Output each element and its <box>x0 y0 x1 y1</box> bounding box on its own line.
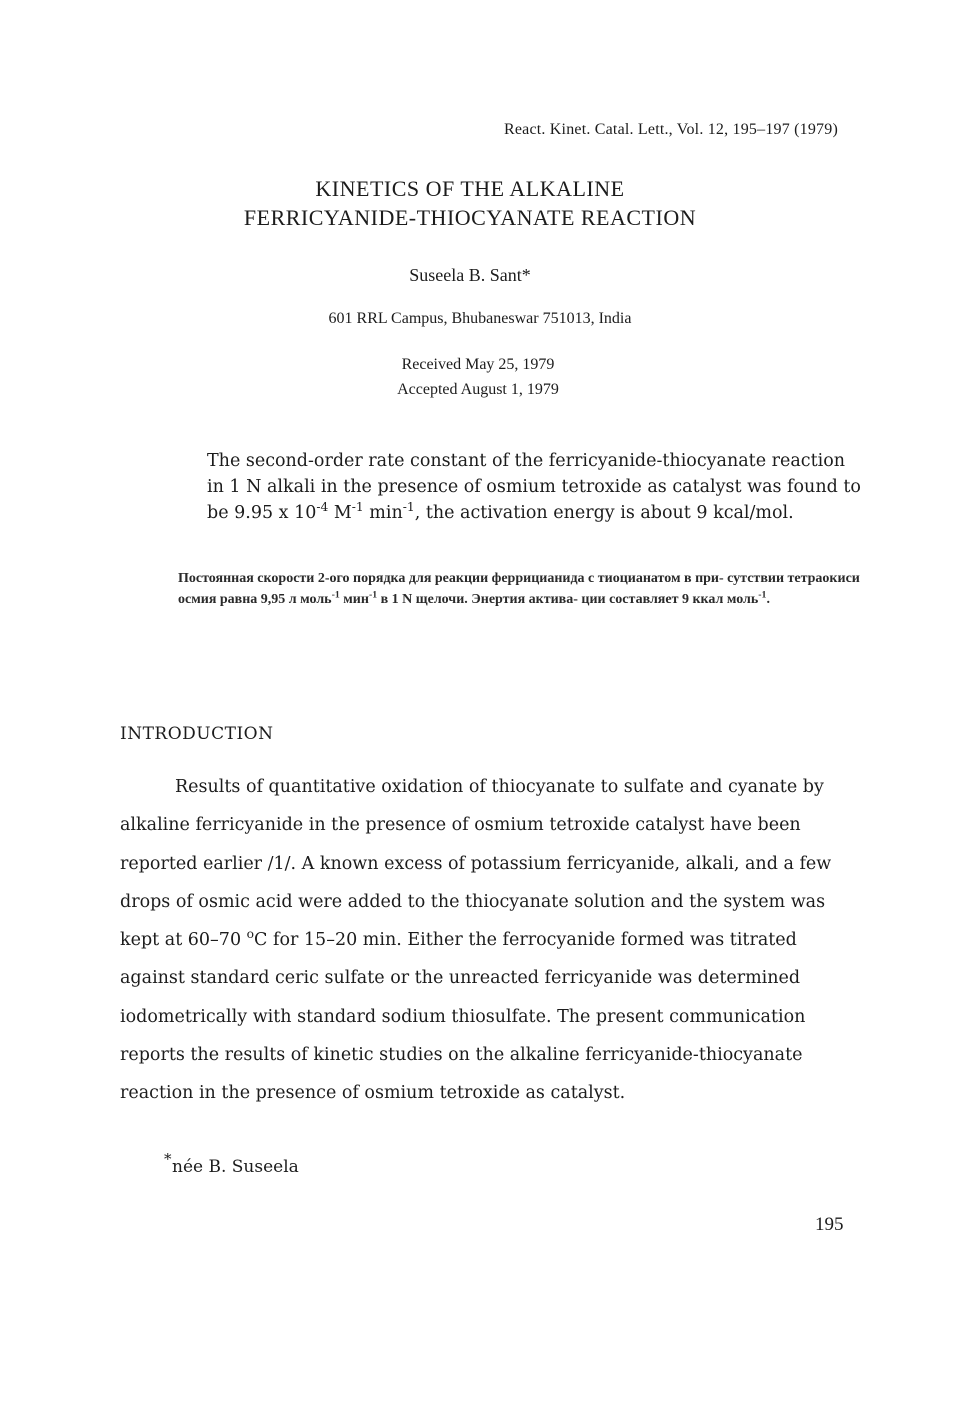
abstract-en-text-3: min <box>363 503 403 523</box>
received-date: Received May 25, 1979 <box>401 356 555 373</box>
abstract-en-exp-1: -4 <box>316 500 329 515</box>
abstract-russian <box>178 568 878 610</box>
section-heading-introduction: INTRODUCTION <box>120 724 274 744</box>
journal-citation: React. Kinet. Catal. Lett., Vol. 12, 195–197 (1979) <box>503 121 838 138</box>
introduction-text-1: Results of quantitative oxidation of thiocyanate to sulfate and cyanate by alkaline ferricyanide in the presence of osmium tetroxide catalyst have been reported earlier /1/. A known excess of potassium ferricyanide, alkali, and a few drops of osmic acid were added to the thiocyanate solution and the system was kept at 60–70 <box>120 777 832 951</box>
introduction-text-2: C for 15–20 min. Either the ferrocyanide formed was titrated against standard ceric sulfate or the unreacted ferricyanide was determined iodometrically with standard sodium thiosulfate. The present communication reports the results of kinetic studies on the alkaline ferricyanide-thiocyanate reaction in the presence of osmium tetroxide as catalyst. <box>120 930 806 1104</box>
abstract-en-text-4: , the activation energy is about 9 kcal/mol. <box>414 503 794 523</box>
introduction-paragraph <box>120 768 865 1113</box>
author-footnote <box>164 1150 299 1177</box>
accepted-date: Accepted August 1, 1979 <box>397 381 559 398</box>
abstract-ru-exp-2: -1 <box>368 589 378 601</box>
abstract-english <box>207 448 867 526</box>
submission-dates <box>0 352 956 402</box>
paper-title <box>0 174 940 232</box>
abstract-ru-text-2: мин <box>339 592 369 607</box>
abstract-en-exp-2: -1 <box>351 500 364 515</box>
abstract-en-text-2: M <box>328 503 352 523</box>
author-name: Suseela B. Sant* <box>409 265 531 285</box>
footnote-text: née B. Suseela <box>172 1157 299 1177</box>
abstract-en-exp-3: -1 <box>402 500 415 515</box>
title-line-2: FERRICYANIDE-THIOCYANATE REACTION <box>243 205 697 230</box>
author-affiliation: 601 RRL Campus, Bhubaneswar 751013, India <box>328 310 632 327</box>
abstract-en-text-1: The second-order rate constant of the ferricyanide-thiocyanate reaction in 1 N alkali in the presence of osmium tetroxide as catalyst was found to be 9.95 x 10 <box>207 451 861 523</box>
footnote-marker: * <box>164 1150 172 1168</box>
abstract-ru-text-1: Постоянная скорости 2-ого порядка для реакции феррицианида с тиоцианатом в при- сутствии тетраокиси осмия равна 9,95 л моль <box>178 571 860 607</box>
abstract-ru-text-3: в 1 N щелочи. Энертия актива- ции составляет 9 ккал моль <box>377 592 759 607</box>
page-number: 195 <box>815 1214 844 1235</box>
title-line-1: KINETICS OF THE ALKALINE <box>315 176 625 201</box>
abstract-ru-exp-1: -1 <box>331 589 340 601</box>
abstract-ru-text-4: . <box>766 592 770 607</box>
degree-symbol: o <box>246 927 255 942</box>
abstract-ru-exp-3: -1 <box>758 589 767 601</box>
